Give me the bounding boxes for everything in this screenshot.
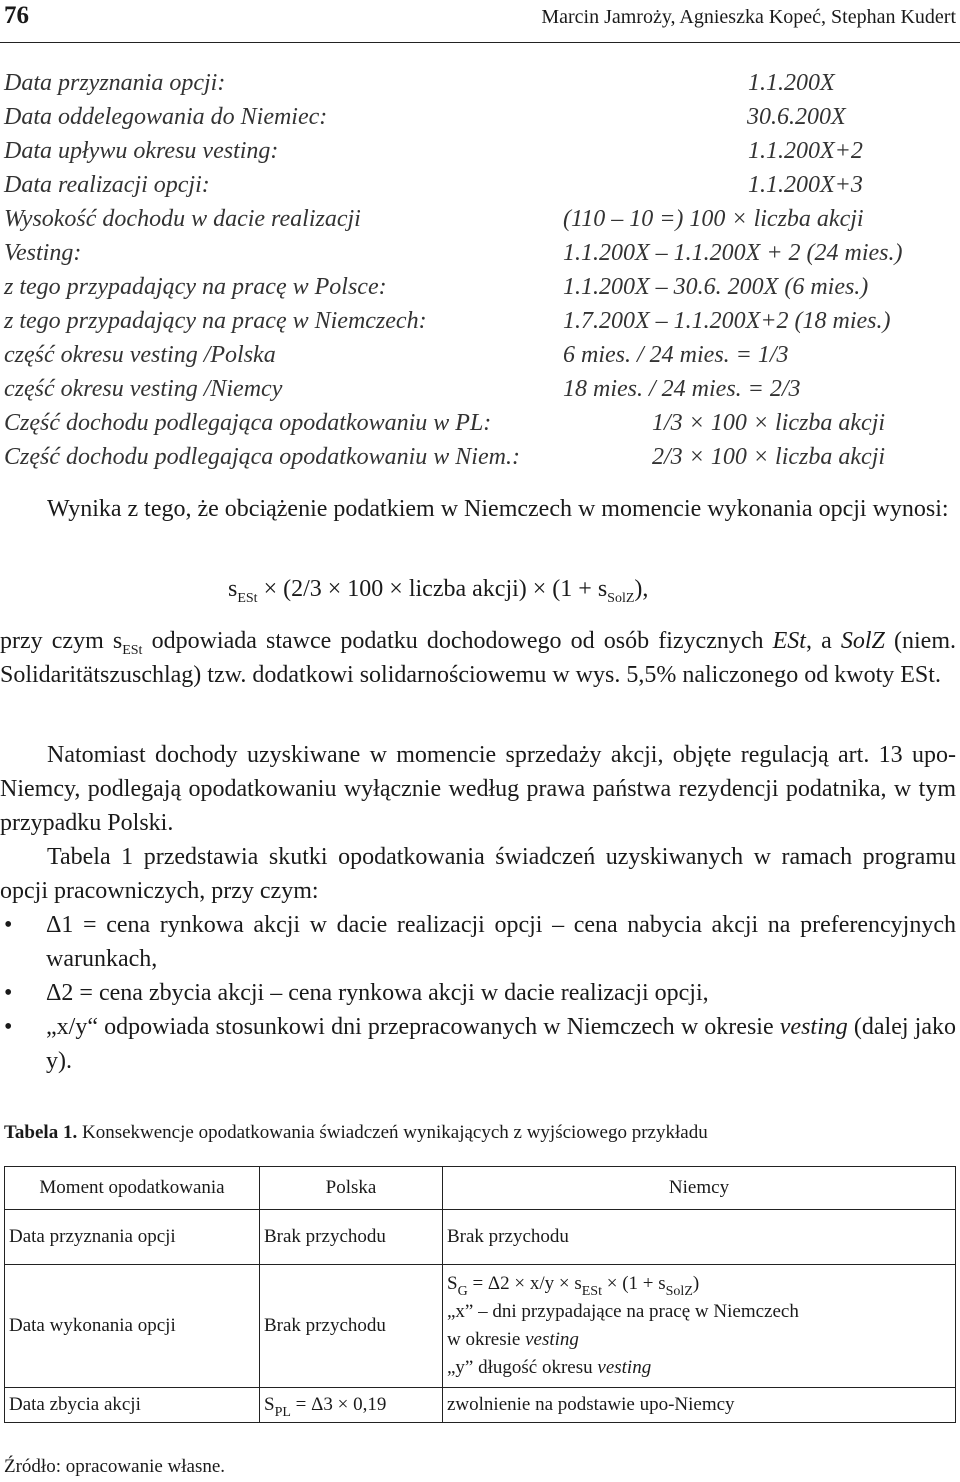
table-cell: Data wykonania opcji	[5, 1265, 260, 1388]
formula-text: ),	[634, 576, 649, 602]
text-italic: ESt	[772, 628, 806, 654]
text-subscript: G	[457, 1284, 468, 1299]
spec-label: Część dochodu podlegająca opodatkowaniu w PL:	[4, 410, 492, 436]
bullet-icon: •	[4, 1014, 13, 1040]
table-caption	[4, 1122, 708, 1144]
table-header-cell: Niemcy	[443, 1167, 956, 1210]
spec-label: część okresu vesting /Polska	[4, 342, 276, 368]
spec-value: 30.6.200X	[747, 104, 846, 130]
formula-subscript: SolZ	[607, 591, 635, 606]
spec-value: 1.1.200X+3	[748, 172, 863, 198]
cell-line: „x” – dni przypadające na pracę w Niemczech	[447, 1301, 799, 1322]
table-cell: Brak przychodu	[260, 1210, 443, 1265]
table-header-row	[5, 1167, 956, 1210]
list-item-text: (dalej jako y).	[46, 1014, 957, 1074]
list-item-text: „x/y“ odpowiada stosunkowi dni przepracowanych w Niemczech w okresie	[46, 1014, 780, 1040]
spec-label: Data realizacji opcji:	[4, 172, 210, 198]
table-cell	[260, 1388, 443, 1423]
consequences-table	[4, 1166, 956, 1423]
text-run: (niem. Solidaritätszuschlag) tzw. dodatkowi solidarnościowemu w wys. 5,5% naliczonego od kwoty ESt.	[0, 628, 956, 688]
text-run: S	[447, 1273, 458, 1294]
table-cell: Data przyznania opcji	[5, 1210, 260, 1265]
text-run: przy czym s	[0, 628, 123, 654]
spec-row	[0, 172, 960, 206]
spec-label: część okresu vesting /Niemcy	[4, 376, 283, 402]
spec-row	[0, 104, 960, 138]
spec-value: 18 mies. / 24 mies. = 2/3	[563, 376, 801, 402]
text-run: )	[692, 1273, 700, 1294]
text-run: odpowiada stawce podatku dochodowego od osób fizycznych	[142, 628, 773, 654]
text-run: = Δ2 × x/y × s	[467, 1273, 582, 1294]
table-row	[5, 1265, 956, 1388]
paragraph-text: Natomiast dochody uzyskiwane w momencie sprzedaży akcji, objęte regulacją art. 13 upo-Niemcy, podlegają opodatkowaniu wyłącznie według prawa państwa rezydencji podatnika, w tym przypadku Polski.	[0, 742, 956, 836]
spec-label: z tego przypadający na pracę w Polsce:	[4, 274, 387, 300]
text-run: , a	[805, 628, 841, 654]
table-cell: Brak przychodu	[443, 1210, 956, 1265]
spec-label: Data przyznania opcji:	[4, 70, 226, 96]
spec-label: Data upływu okresu vesting:	[4, 138, 279, 164]
table-header-cell: Polska	[260, 1167, 443, 1210]
formula-symbol: s	[228, 576, 238, 602]
cell-line	[447, 1270, 951, 1298]
spec-value: 1/3 × 100 × liczba akcji	[652, 410, 886, 436]
list-item-text: Δ1 = cena rynkowa akcji w dacie realizacji opcji – cena nabycia akcji na preferencyjnych warunkach,	[46, 912, 956, 972]
caption-label: Tabela 1.	[4, 1122, 78, 1143]
spec-value: 2/3 × 100 × liczba akcji	[652, 444, 886, 470]
page-header	[0, 0, 960, 43]
spec-row	[0, 240, 960, 274]
text-run: „y” długość okresu	[447, 1357, 598, 1378]
text-run: S	[264, 1394, 275, 1415]
body-paragraph	[0, 840, 956, 908]
paragraph-text: Tabela 1 przedstawia skutki opodatkowania świadczeń uzyskiwanych w ramach programu opcji pracowniczych, przy czym:	[0, 844, 956, 904]
text-subscript: ESt	[581, 1284, 602, 1299]
cell-line	[447, 1326, 951, 1354]
spec-row	[0, 138, 960, 172]
text-italic: vesting	[525, 1329, 579, 1350]
spec-row	[0, 274, 960, 308]
spec-value: 1.1.200X+2	[748, 138, 863, 164]
spec-label: Data oddelegowania do Niemiec:	[4, 104, 328, 130]
tax-formula	[228, 576, 649, 606]
spec-value: 6 mies. / 24 mies. = 1/3	[563, 342, 789, 368]
bullet-icon: •	[4, 912, 13, 938]
spec-label: Wysokość dochodu w dacie realizacji	[4, 206, 361, 232]
spec-label: Vesting:	[4, 240, 82, 266]
spec-value: 1.7.200X – 1.1.200X+2 (18 mies.)	[563, 308, 891, 334]
text-run: w okresie	[447, 1329, 526, 1350]
text-run: × (1 + s	[601, 1273, 666, 1294]
table-cell: zwolnienie na podstawie upo-Niemcy	[443, 1388, 956, 1423]
bullet-list	[0, 908, 956, 1078]
running-authors: Marcin Jamroży, Agnieszka Kopeć, Stephan Kudert	[541, 6, 956, 28]
spec-value: 1.1.200X – 1.1.200X + 2 (24 mies.)	[563, 240, 903, 266]
table-row	[5, 1388, 956, 1423]
table-cell	[443, 1265, 956, 1388]
table-row	[5, 1210, 956, 1265]
text-italic: vesting	[779, 1014, 848, 1040]
table-header-cell: Moment opodatkowania	[5, 1167, 260, 1210]
text-italic: SolZ	[840, 628, 885, 654]
list-item	[0, 976, 956, 1010]
spec-value: 1.1.200X – 30.6. 200X (6 mies.)	[563, 274, 869, 300]
list-item-text: Δ2 = cena zbycia akcji – cena rynkowa akcji w dacie realizacji opcji,	[46, 980, 709, 1006]
spec-label: z tego przypadający na pracę w Niemczech:	[4, 308, 427, 334]
paragraph-text	[0, 624, 956, 692]
page-number: 76	[4, 2, 29, 29]
spec-row	[0, 206, 960, 240]
text-subscript: ESt	[122, 643, 143, 658]
spec-row	[0, 410, 960, 444]
spec-row	[0, 444, 960, 478]
list-item	[0, 1010, 956, 1078]
spec-row	[0, 376, 960, 410]
body-paragraph	[0, 738, 956, 840]
caption-text: Konsekwencje opodatkowania świadczeń wynikających z wyjściowego przykładu	[77, 1122, 708, 1143]
spec-row	[0, 308, 960, 342]
spec-value: 1.1.200X	[748, 70, 835, 96]
formula-subscript: ESt	[237, 591, 258, 606]
paragraph-text: Wynika z tego, że obciążenie podatkiem w Niemczech w momencie wykonania opcji wynosi:	[47, 496, 949, 522]
text-subscript: PL	[274, 1405, 291, 1420]
spec-row	[0, 342, 960, 376]
cell-line	[447, 1354, 951, 1382]
spec-value: (110 – 10 =) 100 × liczba akcji	[563, 206, 864, 232]
text-run: = Δ3 × 0,19	[290, 1394, 387, 1415]
spec-label: Część dochodu podlegająca opodatkowaniu w Niem.:	[4, 444, 520, 470]
table-cell: Data zbycia akcji	[5, 1388, 260, 1423]
table-cell: Brak przychodu	[260, 1265, 443, 1388]
formula-text: × (2/3 × 100 × liczba akcji) × (1 + s	[257, 576, 608, 602]
list-item	[0, 908, 956, 976]
body-paragraph	[0, 492, 956, 526]
bullet-icon: •	[4, 980, 13, 1006]
spec-row	[0, 70, 960, 104]
table-source-note: Źródło: opracowanie własne.	[4, 1456, 226, 1477]
body-paragraph	[0, 624, 956, 692]
text-italic: vesting	[597, 1357, 652, 1378]
text-subscript: SolZ	[665, 1284, 693, 1299]
